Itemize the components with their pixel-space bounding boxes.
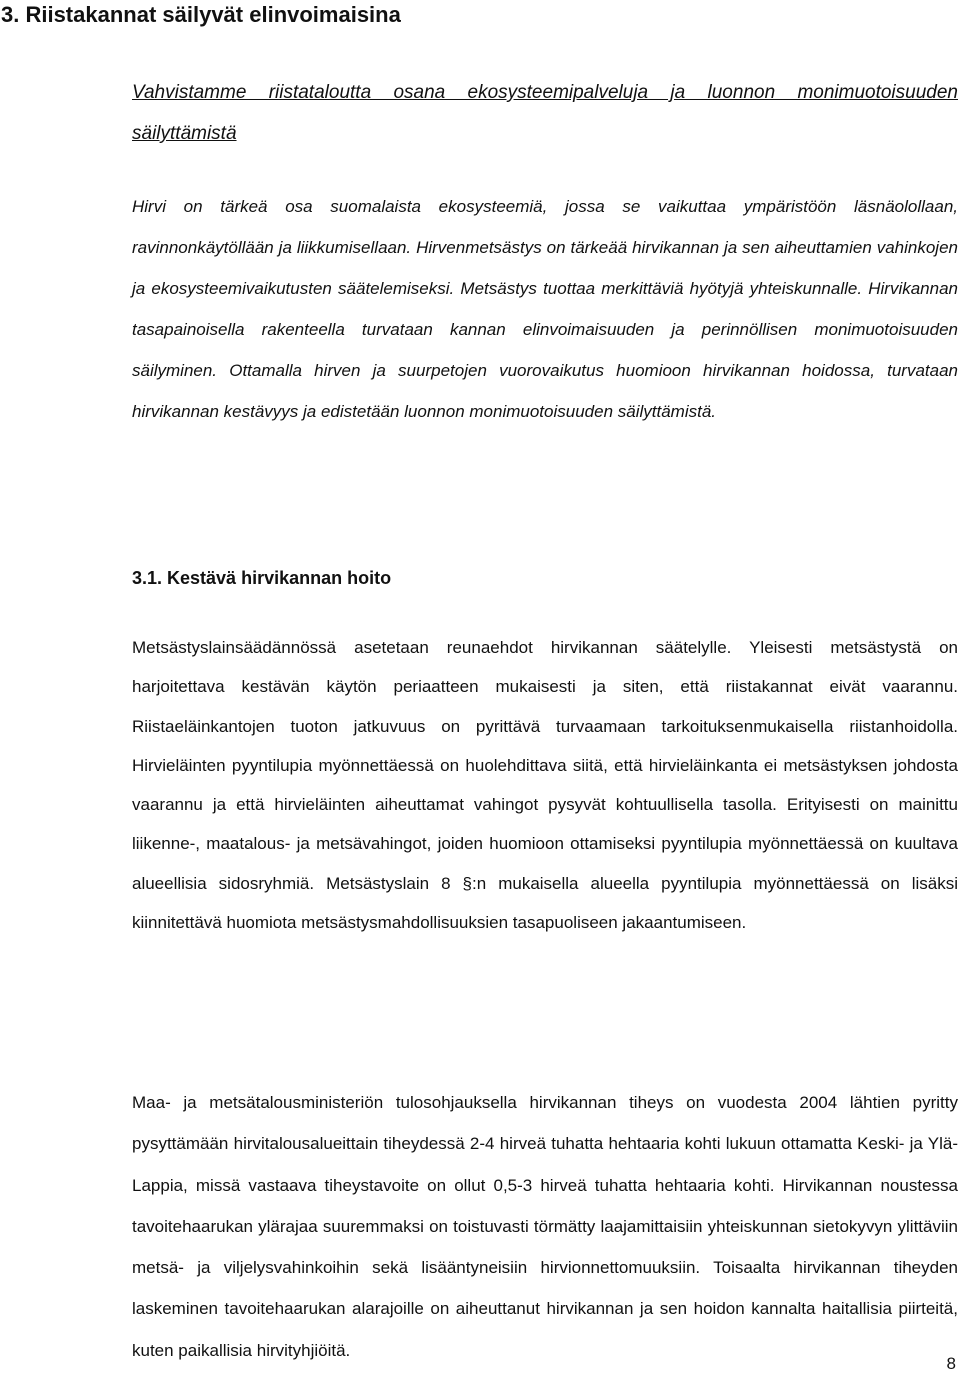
intro-paragraph: Hirvi on tärkeä osa suomalaista ekosysteemiä, jossa se vaikuttaa ympäristöön läsnäolollaan, ravinnonkäytöllään ja liikkumisellaan. Hirvenmetsästys on tärkeää hirvikannan ja sen aiheuttamien vahinkojen ja ekosysteemivaikutusten säätelemiseksi. Metsästys tuottaa merkittäviä hyötyjä yhteiskunnalle. Hirvikannan tasapainoisella rakenteella turvataan kannan elinvoimaisuuden ja perinnöllisen monimuotoisuuden säilyminen. Ottamalla hirven ja suurpetojen vuorovaikutus huomioon hirvikannan hoidossa, turvataan hirvikannan kestävyys ja edistetään luonnon monimuotoisuuden säilyttämistä.: [132, 197, 958, 421]
chapter-subheading: Vahvistamme riistataloutta osana ekosysteemipalveluja ja luonnon monimuotoisuuden säilyttämistä: [132, 82, 958, 144]
body-paragraph-2: Maa- ja metsätalousministeriön tulosohjauksella hirvikannan tiheys on vuodesta 2004 lähtien pyritty pysyttämään hirvitalousalueittain tiheydessä 2-4 hirveä tuhatta hehtaaria kohti lukuun ottamatta Keski- ja Ylä-Lappia, missä vastaava tiheystavoite on ollut 0,5-3 hirveä tuhatta hehtaaria kohti. Hirvikannan noustessa tavoitehaarukan ylärajaa suuremmaksi on toistuvasti törmätty laajamittaisiin yhteiskunnan sietokyvyn ylittäviin metsä- ja viljelysvahinkoihin sekä lisääntyneisiin hirvionnettomuuksiin. Toisaalta hirvikannan tiheyden laskeminen tavoitehaarukan alarajoille on aiheuttanut hirvikannan ja sen hoidon kannalta haitallisia piirteitä, kuten paikallisia hirvityhjiöitä.: [132, 1093, 958, 1360]
section-heading: 3.1. Kestävä hirvikannan hoito: [132, 568, 392, 588]
page-number: 8: [946, 1354, 956, 1373]
body-paragraph-1: Metsästyslainsäädännössä asetetaan reunaehdot hirvikannan säätelylle. Yleisesti metsästystä on harjoitettava kestävän käytön periaatteen mukaisesti ja siten, että riistakannat eivät vaarannu. Riistaeläinkantojen tuoton jatkuvuus on pyrittävä turvaamaan tarkoituksenmukaisella riistanhoidolla. Hirvieläinten pyyntilupia myönnettäessä on huolehdittava siitä, että hirvieläinkanta ei metsästyksen johdosta vaarannu ja että hirvieläinten aiheuttamat vahingot pysyvät kohtuullisella tasolla. Erityisesti on mainittu liikenne-, maatalous- ja metsävahingot, joiden huomioon ottamiseksi pyyntilupia myönnettäessä on kuultava alueellisia sidosryhmiä. Metsästyslain 8 §:n mukaisella alueella pyyntilupia myönnettäessä on lisäksi kiinnitettävä huomiota metsästysmahdollisuuksien tasapuoliseen jakaantumiseen.: [132, 638, 958, 933]
chapter-heading: 3. Riistakannat säilyvät elinvoimaisina: [1, 2, 401, 27]
